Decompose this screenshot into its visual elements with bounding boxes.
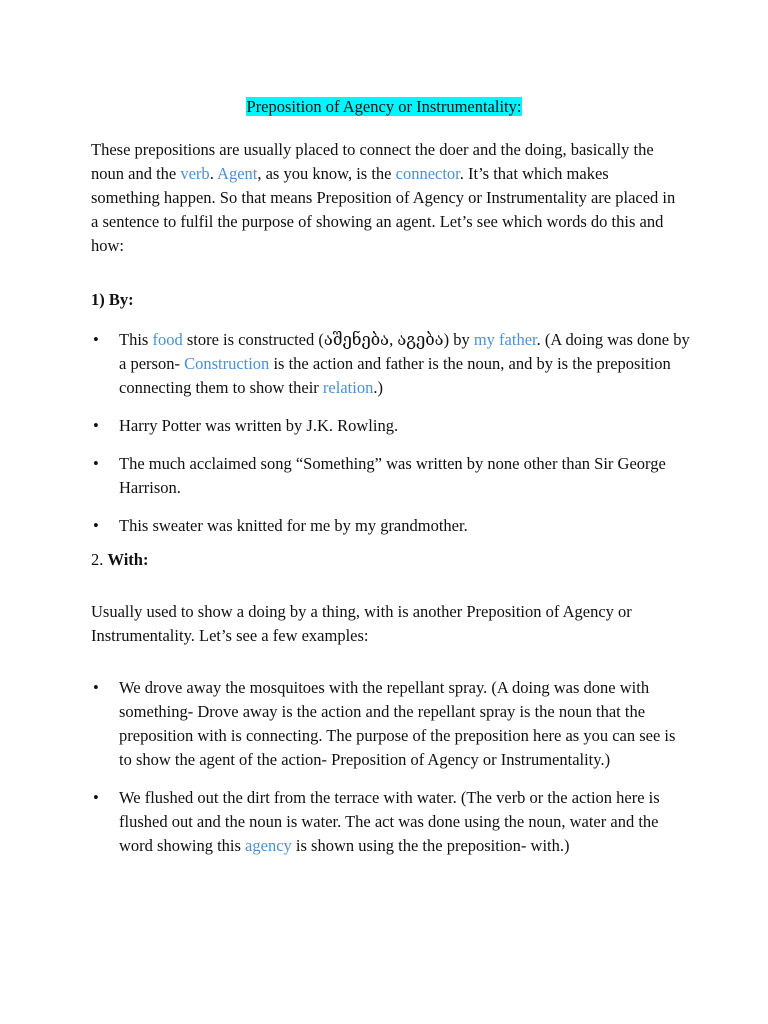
intro-paragraph [91,138,681,258]
list-item [91,786,691,858]
list-item [91,452,691,500]
link-agent[interactable]: Agent [217,164,258,183]
link-connector[interactable]: connector [395,164,460,183]
bullet: • [93,454,99,473]
heading-number: 2. [91,550,108,569]
page-title: Preposition of Agency or Instrumentality: [246,97,522,116]
title-container [0,95,768,119]
link-verb[interactable]: verb [180,164,210,183]
link-food[interactable]: food [152,330,183,349]
item-text: is shown using the the preposition- with.) [291,836,570,855]
link-agency[interactable]: agency [245,836,292,855]
item-text: store is constructed (აშენება, აგება) by [182,330,474,349]
item-text: The much acclaimed song “Something” was written by none other than Sir George Harrison. [119,454,666,497]
list-item [91,514,691,538]
item-text: This [119,330,153,349]
link-my-father[interactable]: my father [473,330,537,349]
list-item [91,328,691,400]
bullet: • [93,678,99,697]
link-construction[interactable]: Construction [184,354,270,373]
heading-by: 1) By: [91,290,134,309]
heading-label: With: [107,550,149,569]
intro-text: . [209,164,218,183]
intro-text: . It’s that which makes something happen. So that means Preposition of Agency or Instrumentality are placed in a sentence to fulfil the purpose of showing an agent. Let’s see which words do this and how: [91,164,676,255]
link-relation[interactable]: relation [322,378,374,397]
item-text: We drove away the mosquitoes with the repellant spray. (A doing was done with something- Drove away is the action and the repellant spray is the noun that the preposition with is connecting. The purpose of the preposition here as you can see is to show the agent of the action- Preposition of Agency or Instrumentality.) [119,678,676,769]
list-item [91,414,691,438]
intro-text: , as you know, is the [257,164,396,183]
bullet: • [93,788,99,807]
bullet: • [93,330,99,349]
list-item [91,676,691,772]
intro-text: These prepositions are usually placed to connect the doer and the doing, basically the noun and the [91,140,654,183]
item-text: is the action and father is the noun, and by is the preposition connecting them to show their [119,354,671,397]
bullet: • [93,516,99,535]
item-text: This sweater was knitted for me by my grandmother. [119,516,468,535]
item-text: Harry Potter was written by J.K. Rowling. [119,416,399,435]
bullet: • [93,416,99,435]
with-intro-paragraph: Usually used to show a doing by a thing, with is another Preposition of Agency or Instrumentality. Let’s see a few examples: [91,602,632,645]
item-text: We flushed out the dirt from the terrace with water. (The verb or the action here is flushed out and the noun is water. The act was done using the noun, water and the word showing this [119,788,660,855]
heading-with [91,548,148,572]
item-text: . (A doing was done by a person- [119,330,690,373]
with-examples-list [91,676,691,858]
by-examples-list [91,328,691,538]
item-text: .) [373,378,383,397]
